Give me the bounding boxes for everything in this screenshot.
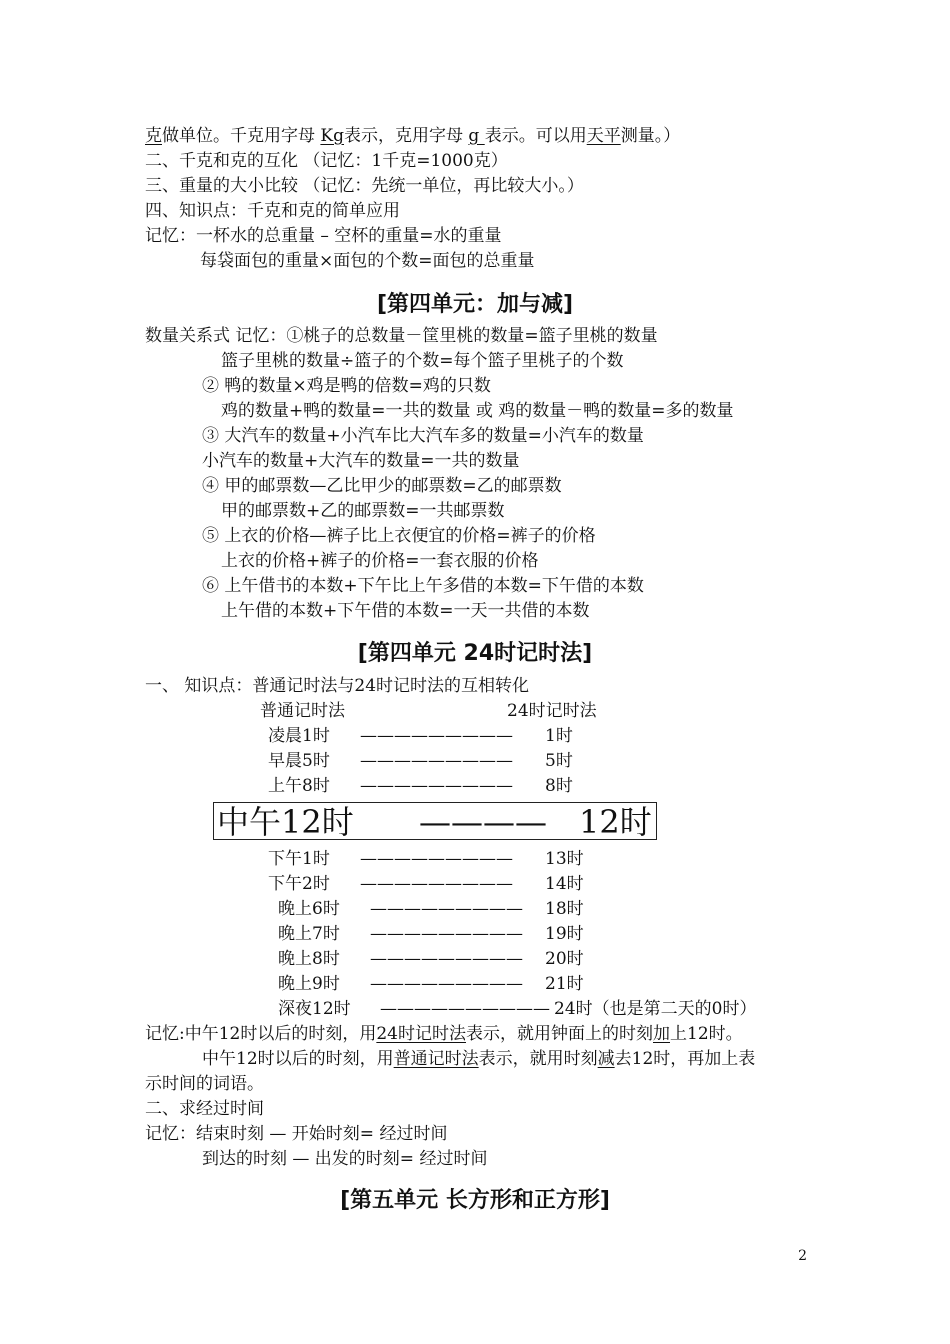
- time-dash: —————————: [360, 776, 513, 796]
- relation-line: ⑥ 上午借书的本数+下午比上午多借的本数=下午借的本数: [202, 576, 644, 596]
- underlined-tianping: 天平: [586, 126, 621, 146]
- time-24h: 14时: [545, 874, 584, 894]
- relation-line: 甲的邮票数+乙的邮票数=一共邮票数: [221, 501, 505, 521]
- relation-line: ② 鸭的数量×鸡是鸭的倍数=鸡的只数: [202, 376, 491, 396]
- relation-line: 小汽车的数量+大汽车的数量=一共的数量: [202, 451, 520, 471]
- unit5-heading: [第五单元 长方形和正方形]: [340, 1188, 610, 1213]
- time-normal: 晚上9时: [278, 974, 340, 994]
- text: 表示。可以用: [484, 126, 587, 146]
- noon-24h: 12时: [579, 803, 652, 841]
- text: 中午12时以后的时刻，用: [202, 1049, 394, 1069]
- text: 上12时。: [670, 1024, 743, 1044]
- time-dash: —————————: [360, 751, 513, 771]
- relation-line: 鸡的数量+鸭的数量=一共的数量 或 鸡的数量－鸭的数量=多的数量: [221, 401, 734, 421]
- time-24h: 8时: [545, 776, 573, 796]
- memory-line-2: 每袋面包的重量×面包的个数=面包的总重量: [200, 251, 535, 271]
- relation-line: ③ 大汽车的数量+小汽车比大汽车多的数量=小汽车的数量: [202, 426, 644, 446]
- relation-line: ④ 甲的邮票数—乙比甲少的邮票数=乙的邮票数: [202, 476, 562, 496]
- elapsed-time-formula-2: 到达的时刻 — 出发的时刻= 经过时间: [202, 1149, 488, 1169]
- time-24h: 20时: [545, 949, 584, 969]
- text: 测量。）: [620, 126, 681, 146]
- underlined-kg: Kg: [320, 126, 344, 146]
- time-dash: —————————: [360, 849, 513, 869]
- relation-line: 上午借的本数+下午借的本数=一天一共借的本数: [221, 601, 590, 621]
- elapsed-time-heading: 二、求经过时间: [145, 1099, 264, 1119]
- section-2-line: 二、千克和克的互化 （记忆：1千克=1000克）: [145, 151, 508, 171]
- time-normal: 深夜12时: [278, 999, 351, 1019]
- relation-line: 上衣的价格+裤子的价格=一套衣服的价格: [221, 551, 539, 571]
- time-normal: 凌晨1时: [268, 726, 330, 746]
- memory-continuation: 示时间的词语。: [145, 1074, 264, 1094]
- time-dash: —————————: [370, 974, 523, 994]
- time-24h: 13时: [545, 849, 584, 869]
- text: 表示，就用钟面上的时刻: [466, 1024, 653, 1044]
- relation-line: 篮子里桃的数量÷篮子的个数=每个篮子里桃子的个数: [221, 351, 624, 371]
- text: 记忆:中午12时以后的时刻，用: [145, 1024, 377, 1044]
- page-number: 2: [798, 1248, 807, 1264]
- memory-normal-line: [202, 1048, 755, 1070]
- time-24h: 5时: [545, 751, 573, 771]
- memory-24h-line: [145, 1023, 743, 1045]
- text: 表示，就用时刻: [478, 1049, 598, 1069]
- section-4-line: 四、知识点：千克和克的简单应用: [145, 201, 400, 221]
- noon-dash: ————: [419, 803, 547, 841]
- underlined-normal-method: 普通记时法: [393, 1049, 479, 1069]
- memory-line-1: 记忆：一杯水的总重量 – 空杯的重量=水的重量: [145, 226, 502, 246]
- col-header-normal: 普通记时法: [260, 701, 345, 721]
- time-dash: ——————————: [380, 999, 550, 1019]
- time-24h: 1时: [545, 726, 573, 746]
- underlined-ke: 克: [145, 126, 162, 146]
- underlined-g: g: [468, 126, 485, 146]
- col-header-24h: 24时记时法: [507, 701, 597, 721]
- text: 去12时，再加上表: [614, 1049, 756, 1069]
- time-normal: 下午2时: [268, 874, 330, 894]
- time-normal: 晚上6时: [278, 899, 340, 919]
- text: 表示，克用字母: [344, 126, 469, 146]
- time-normal: 晚上7时: [278, 924, 340, 944]
- time-24h: 19时: [545, 924, 584, 944]
- time-normal: 早晨5时: [268, 751, 330, 771]
- time-normal: 上午8时: [268, 776, 330, 796]
- time-24h: 21时: [545, 974, 584, 994]
- underlined-add: 加: [653, 1024, 670, 1044]
- unit4-add-subtract-heading: [第四单元：加与减]: [376, 292, 574, 317]
- time-dash: —————————: [370, 949, 523, 969]
- relation-line: 数量关系式 记忆：①桃子的总数量－筐里桃的数量=篮子里桃的数量: [145, 326, 658, 346]
- text: 做单位。千克用字母: [162, 126, 321, 146]
- time-normal: 下午1时: [268, 849, 330, 869]
- knowledge-point-line: 一、 知识点：普通记时法与24时记时法的互相转化: [145, 676, 530, 696]
- underlined-24h-method: 24时记时法: [376, 1024, 466, 1044]
- time-24h: 24时（也是第二天的0时）: [554, 999, 757, 1019]
- time-normal: 晚上8时: [278, 949, 340, 969]
- time-24h: 18时: [545, 899, 584, 919]
- underlined-subtract: 减: [597, 1049, 615, 1069]
- line-kg-g: [145, 125, 680, 147]
- noon-normal: 中午12时: [217, 803, 354, 841]
- relation-line: ⑤ 上衣的价格—裤子比上衣便宜的价格=裤子的价格: [202, 526, 596, 546]
- time-dash: —————————: [370, 924, 523, 944]
- time-dash: —————————: [360, 726, 513, 746]
- noon-highlight-box: [213, 802, 657, 840]
- section-3-line: 三、重量的大小比较 （记忆：先统一单位，再比较大小。）: [145, 176, 584, 196]
- time-dash: —————————: [370, 899, 523, 919]
- time-dash: —————————: [360, 874, 513, 894]
- elapsed-time-formula-1: 记忆：结束时刻 — 开始时刻= 经过时间: [145, 1124, 448, 1144]
- unit4-24hour-heading: [第四单元 24时记时法]: [357, 641, 593, 666]
